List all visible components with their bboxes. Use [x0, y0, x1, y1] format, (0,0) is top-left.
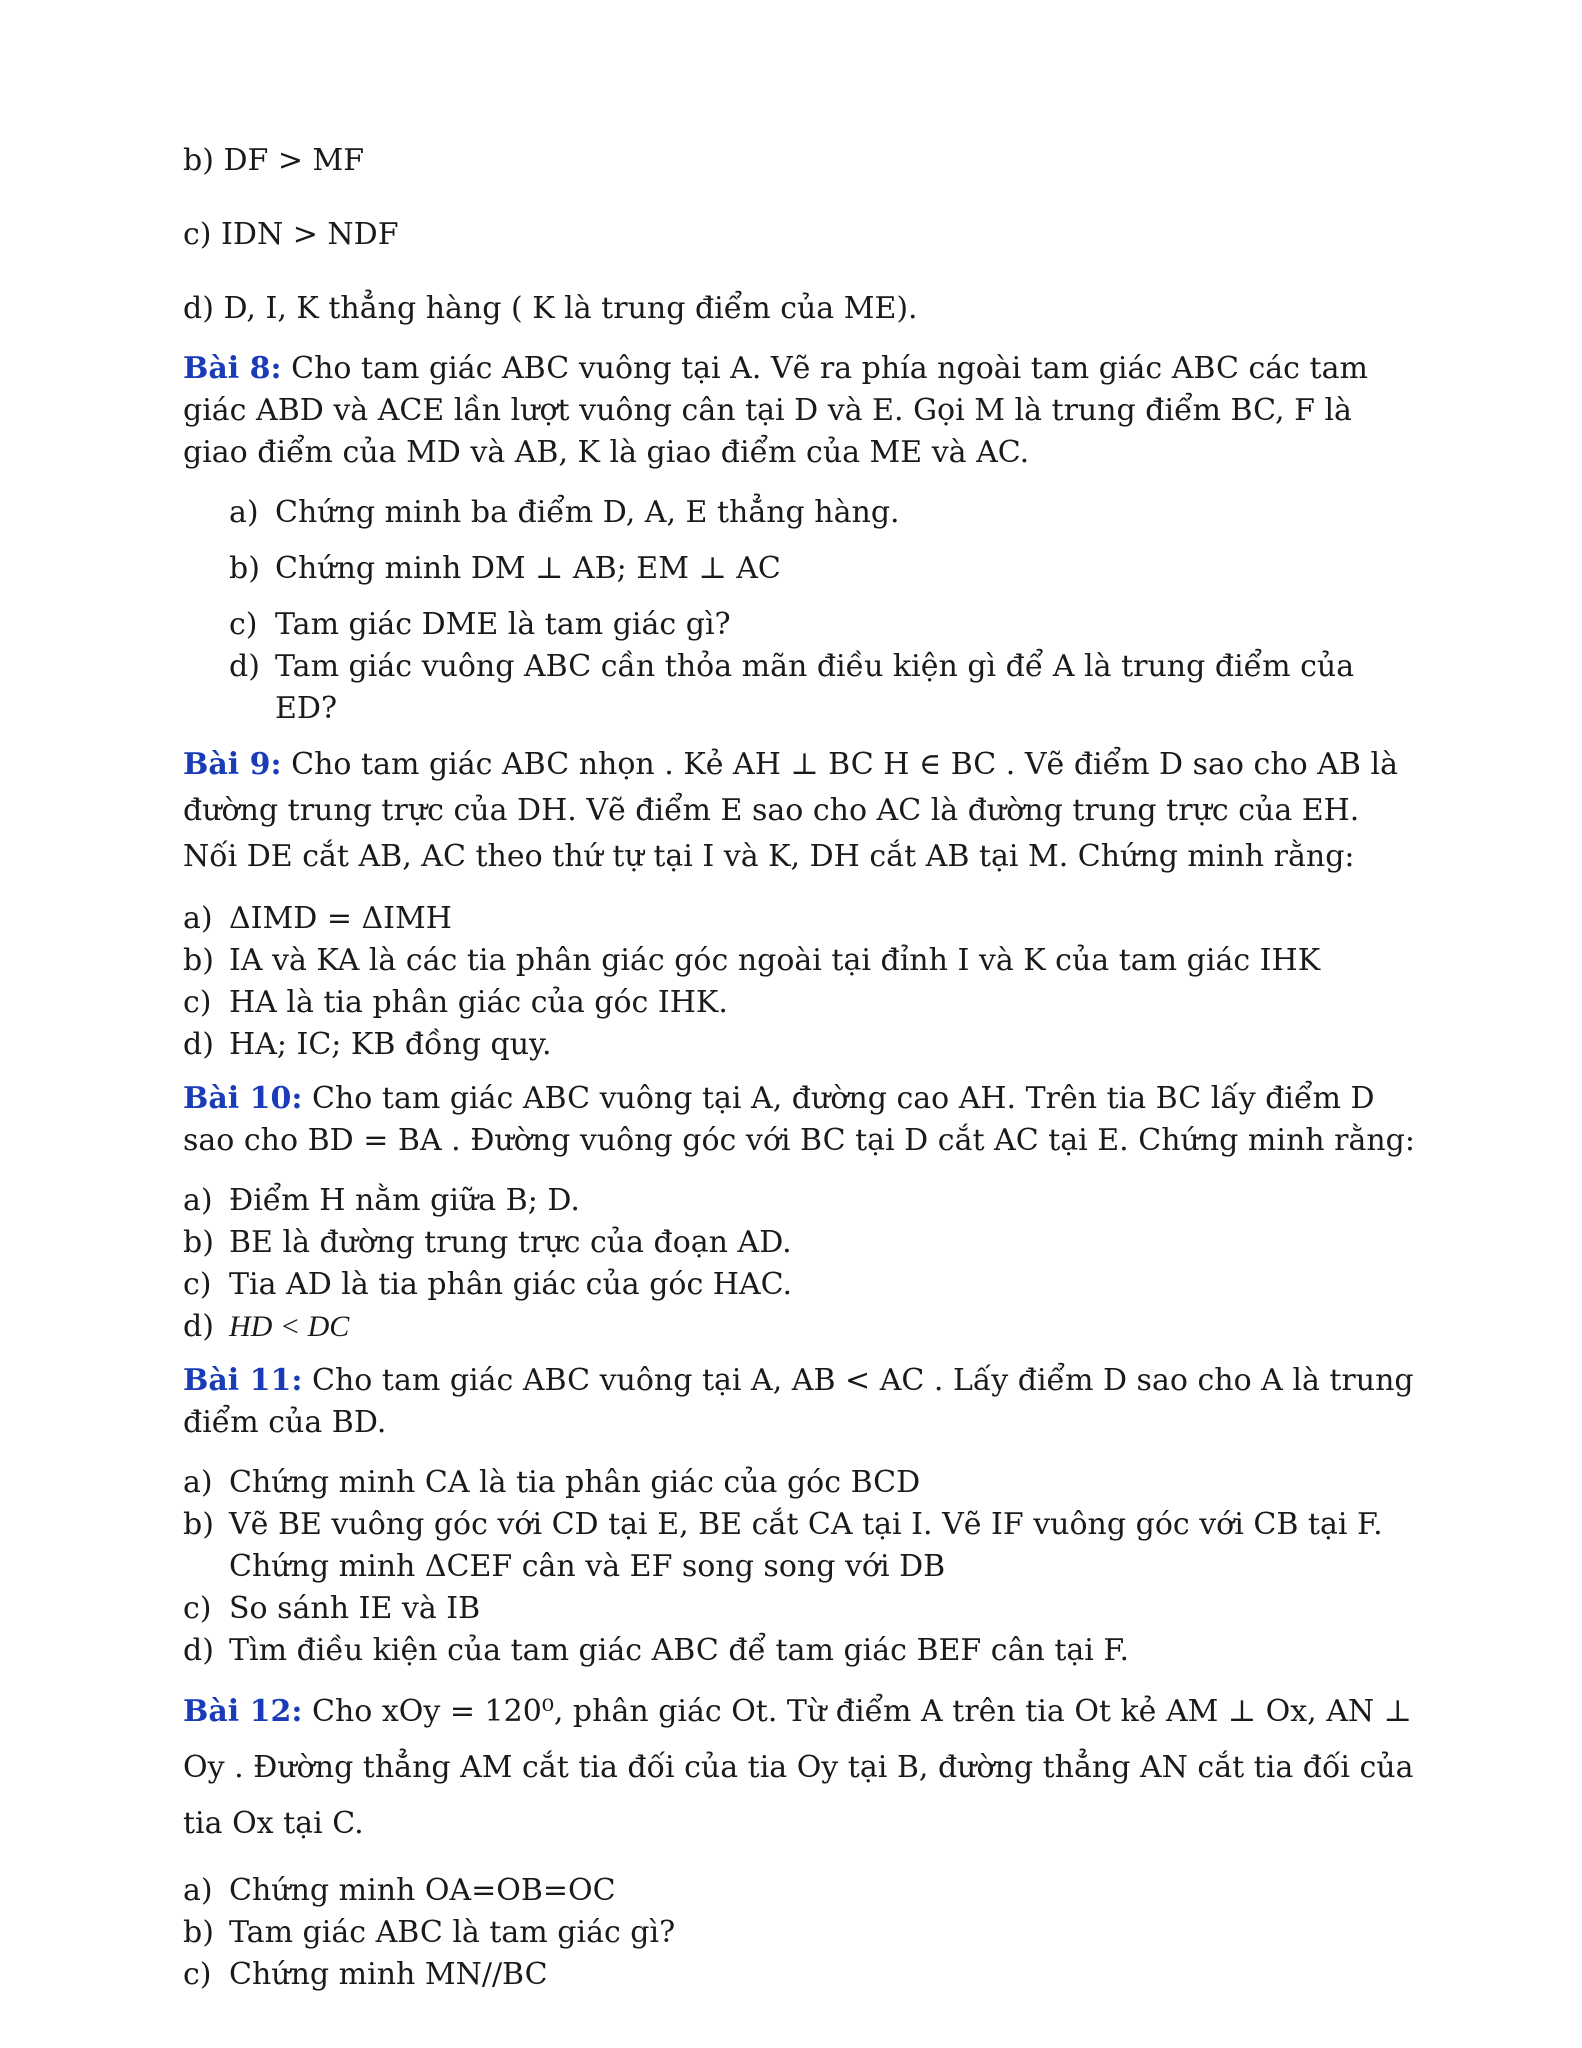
problem-10	[183, 1078, 1423, 1348]
item-letter: d)	[183, 1027, 214, 1062]
problem-label: Bài 10:	[183, 1081, 303, 1116]
list-item	[183, 1306, 1423, 1348]
list-item	[229, 646, 1423, 730]
item-text: BE là đường trung trực của đoạn AD.	[229, 1225, 792, 1260]
problem-statement	[183, 742, 1423, 880]
item-text: Tìm điều kiện của tam giác ABC để tam giác BEF cân tại F.	[229, 1633, 1130, 1668]
problem-label: Bài 12:	[183, 1694, 303, 1729]
item-text: IA và KA là các tia phân giác góc ngoài tại đỉnh I và K của tam giác IHK	[229, 943, 1321, 978]
intro-item-b: b) DF > MF	[183, 143, 365, 178]
list-item	[229, 604, 1423, 646]
subquestion-list	[183, 1870, 1423, 1996]
list-item	[183, 1024, 1423, 1066]
item-letter: a)	[183, 901, 213, 936]
item-letter: a)	[183, 1183, 213, 1218]
problem-statement	[183, 348, 1423, 474]
item-text: HA; IC; KB đồng quy.	[229, 1027, 552, 1062]
document-content	[183, 140, 1423, 2008]
item-letter: a)	[229, 495, 259, 530]
item-text: Chứng minh OA=OB=OC	[229, 1873, 616, 1908]
list-item	[229, 492, 1423, 534]
item-text: HA là tia phân giác của góc IHK.	[229, 985, 728, 1020]
item-text: Chứng minh CA là tia phân giác của góc BCD	[229, 1465, 921, 1500]
item-letter: a)	[183, 1465, 213, 1500]
intro-item-d: d) D, I, K thẳng hàng ( K là trung điểm của ME).	[183, 291, 918, 326]
problem-text: Cho tam giác ABC vuông tại A, đường cao AH. Trên tia BC lấy điểm D sao cho BD = BA . Đường vuông góc với BC tại D cắt AC tại E. Chứng minh rằng:	[183, 1081, 1415, 1158]
item-text: Tam giác DME là tam giác gì?	[275, 607, 731, 642]
item-text: Tam giác vuông ABC cần thỏa mãn điều kiện gì để A là trung điểm của ED?	[275, 649, 1355, 726]
problem-12	[183, 1684, 1423, 1996]
list-item	[229, 548, 1423, 590]
list-item	[183, 1588, 1423, 1630]
item-text: Chứng minh DM ⊥ AB; EM ⊥ AC	[275, 551, 781, 586]
item-letter: b)	[183, 1225, 214, 1260]
item-letter: a)	[183, 1873, 213, 1908]
list-item	[183, 1954, 1423, 1996]
problem-8	[183, 348, 1423, 730]
item-letter: c)	[183, 985, 212, 1020]
problem-statement	[183, 1684, 1423, 1852]
item-letter: b)	[229, 551, 260, 586]
problem-label: Bài 9:	[183, 747, 282, 782]
item-text: Điểm H nằm giữa B; D.	[229, 1183, 580, 1218]
item-letter: c)	[183, 1957, 212, 1992]
problem-11	[183, 1360, 1423, 1672]
item-letter: b)	[183, 1507, 214, 1542]
list-item	[183, 1504, 1423, 1588]
intro-item-c: c) IDN > NDF	[183, 217, 399, 252]
list-item	[183, 1912, 1423, 1954]
list-item	[183, 1264, 1423, 1306]
list-item	[183, 1462, 1423, 1504]
item-text: So sánh IE và IB	[229, 1591, 481, 1626]
item-letter: d)	[229, 649, 260, 684]
problem-label: Bài 11:	[183, 1363, 303, 1398]
item-letter: d)	[183, 1309, 214, 1344]
item-letter: d)	[183, 1633, 214, 1668]
problem-text: Cho tam giác ABC vuông tại A. Vẽ ra phía ngoài tam giác ABC các tam giác ABD và ACE lần lượt vuông cân tại D và E. Gọi M là trung điểm BC, F là giao điểm của MD và AB, K là giao điểm của ME và AC.	[183, 351, 1368, 470]
list-item	[183, 1870, 1423, 1912]
item-letter: c)	[229, 607, 258, 642]
list-item	[183, 1222, 1423, 1264]
item-text: Tam giác ABC là tam giác gì?	[229, 1915, 676, 1950]
item-text: Vẽ BE vuông góc với CD tại E, BE cắt CA tại I. Vẽ IF vuông góc với CB tại F. Chứng minh ΔCEF cân và EF song song với DB	[229, 1507, 1383, 1584]
problem-statement	[183, 1360, 1423, 1444]
problem-text: Cho tam giác ABC vuông tại A, AB < AC . Lấy điểm D sao cho A là trung điểm của BD.	[183, 1363, 1414, 1440]
list-item	[183, 1180, 1423, 1222]
subquestion-list	[183, 898, 1423, 1066]
problem-text: Cho xOy = 120⁰, phân giác Ot. Từ điểm A trên tia Ot kẻ AM ⊥ Ox, AN ⊥ Oy . Đường thẳng AM cắt tia đối của tia Oy tại B, đường thẳng AN cắt tia đối của tia Ox tại C.	[183, 1694, 1414, 1841]
item-letter: c)	[183, 1591, 212, 1626]
problem-statement	[183, 1078, 1423, 1162]
item-text: Chứng minh ba điểm D, A, E thẳng hàng.	[275, 495, 900, 530]
subquestion-list	[183, 492, 1423, 730]
item-text: Chứng minh MN//BC	[229, 1957, 548, 1992]
item-text: Tia AD là tia phân giác của góc HAC.	[229, 1267, 793, 1302]
item-letter: c)	[183, 1267, 212, 1302]
item-letter: b)	[183, 943, 214, 978]
list-item	[183, 982, 1423, 1024]
problem-text: Cho tam giác ABC nhọn . Kẻ AH ⊥ BC H ∈ BC . Vẽ điểm D sao cho AB là đường trung trực của DH. Vẽ điểm E sao cho AC là đường trung trực của EH. Nối DE cắt AB, AC theo thứ tự tại I và K, DH cắt AB tại M. Chứng minh rằng:	[183, 747, 1398, 874]
subquestion-list	[183, 1462, 1423, 1672]
list-item	[183, 940, 1423, 982]
item-letter: b)	[183, 1915, 214, 1950]
item-text: HD < DC	[229, 1310, 350, 1343]
list-item	[183, 1630, 1423, 1672]
list-item	[183, 898, 1423, 940]
problem-label: Bài 8:	[183, 351, 282, 386]
item-text: ΔIMD = ΔIMH	[229, 901, 452, 936]
subquestion-list	[183, 1180, 1423, 1348]
problem-9	[183, 742, 1423, 1066]
